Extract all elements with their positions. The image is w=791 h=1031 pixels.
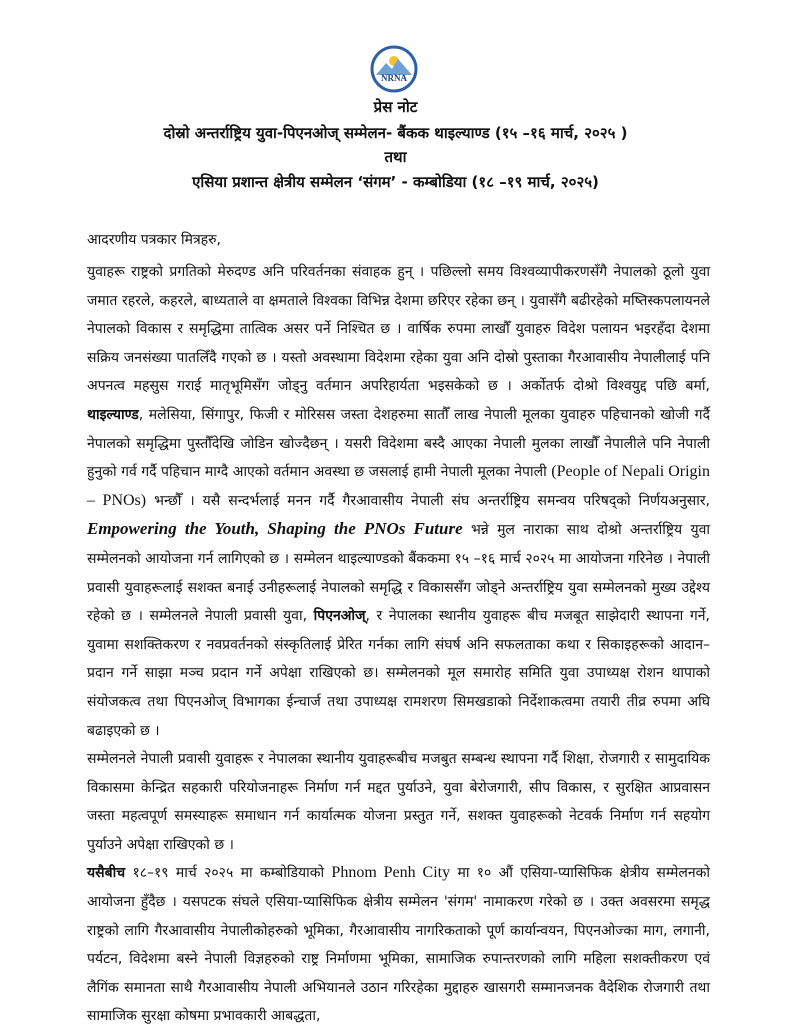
- title-youth-conference: दोस्रो अन्तर्राष्ट्रिय युवा-पिएनओज् सम्मेलन- बैंकक थाइल्याण्ड (१५ –१६ मार्च, २०२५ ): [163, 124, 628, 142]
- conference-slogan: Empowering the Youth, Shaping the PNOs Future: [87, 519, 463, 539]
- paragraph-2: सम्मेलनले नेपाली प्रवासी युवाहरू र नेपालका स्थानीय युवाहरूबीच मजबुत सम्बन्ध स्थापना गर्दै शिक्षा, रोजगारी र सामुदायिक विकासमा केन्द्रित सहकारी परियोजनाहरू निर्माण गर्न मद्दत पुर्याउने, युवा बेरोजगारी, सीप विकास, र सुरक्षित आप्रवासन जस्ता महत्वपूर्ण समस्याहरू समाधान गर्न कार्यात्मक योजना प्रस्तुत गर्ने, सशक्त युवाहरूको नेटवर्क निर्माण गर्न सहयोग पुर्याउने अपेक्षा राखिएको छ ।: [87, 751, 710, 853]
- thailand-bold: थाइल्याण्ड: [87, 406, 139, 423]
- p1-text-a: युवाहरू राष्ट्रको प्रगतिको मेरुदण्ड अनि परिवर्तनका संवाहक हुन् । पछिल्लो समय विश्वव्यापीकरणसँगै नेपालको ठूलो युवा जमात रहरले, कहरले, बाध्यताले वा क्षमताले विश्वका विभिन्न देशमा छरिएर रहेका छन् । युवासँगै बढीरहेको मष्तिस्कपलायनले नेपालको विकास र समृद्धिमा तात्विक असर पर्ने निश्चित छ । वार्षिक रुपमा लाखौँ युवाहरु विदेश पलायन भइरहँदा देशमा सक्रिय जनसंख्या पातलिँदै गएको छ । यस्तो अवस्थामा विदेशमा रहेका युवा अनि दोस्रो पुस्ताका गैरआवासीय नेपालीलाई पनि अपनत्व महसुस गराई मातृभूमिसँग जोड्नु वर्तमान अपरिहार्यता भइसकेको छ । अर्कोतर्फ दोश्रो विश्वयुद्द पछि बर्मा,: [87, 264, 710, 395]
- p1-text-e: , र नेपालका स्थानीय युवाहरू बीच मजबूत साझेदारी स्थापना गर्ने, युवामा सशक्तिकरण र नवप्रवर्तनको संस्कृतिलाई प्रेरित गर्नका लागि संघर्ष अनि सफलताका कथा र सिकाइहरूको आदान–प्रदान गर्ने साझा मञ्च प्रदान गर्ने अपेक्षा राखिएको छ। सम्मेलनको मूल समारोह समिति युवा उपाध्यक्ष रोशन थापाको संयोजकत्व तथा पिएनओज् विभागका ईन्चार्ज तथा उपाध्यक्ष रामशरण सिमखडाको निर्देशाकत्वमा तयारी तीव्र रुपमा अघि बढाइएको छ ।: [87, 608, 711, 739]
- press-note-heading: प्रेस नोट: [373, 98, 418, 116]
- p3-text-a: १८–१९ मार्च २०२५ मा कम्बोडियाको: [125, 865, 332, 882]
- salutation: आदरणीय पत्रकार मित्रहरु,: [87, 232, 222, 248]
- p1-text-b: , मलेसिया, सिंगापुर, फिजी र मोरिसस जस्ता देशहरुमा सातौँ लाख नेपाली मूलका युवाहरु पहिचानको खोजी गर्दै नेपालको समृद्धिमा पुस्तौँदेखि जोडिन खोज्दैछन् । यसरी विदेशमा बस्दै आएका नेपाली मुलका लाखौँ नेपालीले पनि नेपाली हुनुको गर्व गर्दै पहिचान माग्दै आएको वर्तमान अवस्था छ जसलाई हामी नेपाली मूलका नेपाली: [87, 406, 710, 481]
- title-asia-pacific-conference: एसिया प्रशान्त क्षेत्रीय सम्मेलन ‘संगम’ - कम्बोडिया (१८ –१९ मार्च, २०२५): [192, 173, 599, 191]
- p3-text-b: मा १० औं एसिया-प्यासिफिक क्षेत्रीय सम्मेलनको आयोजना हुँदैछ । यसपटक संघले एसिया-प्यासिफिक क्षेत्रीय सम्मेलन 'संगम' नामाकरण गरेको छ । उक्त अवसरमा समृद्ध राष्ट्रको लागि गैरआवासीय नेपालीकोहरुको भूमिका, गैरआवासीय नागरिकताको पूर्ण कार्यान्वयन, पिएनओज्का माग, लगानी, पर्यटन, विदेशमा बस्ने नेपाली विज्ञहरुको राष्ट्र निर्माणमा भूमिका, सामाजिक रुपान्तरणको लागि महिला सशक्तीकरण एवं लैगिंक समानता साथै गैरआवासीय नेपाली अभियानले उठान गरिरहेका मुद्दाहरु खासगरी सम्मानजनक वैदेशिक रोजगारी तथा सामाजिक सुरक्षा कोषमा प्रभावकारी आबद्धता,: [87, 865, 711, 1025]
- title-conjunction: तथा: [384, 148, 407, 166]
- meanwhile-bold: यसैबीच: [87, 865, 126, 882]
- pnos-definition: (People of Nepali Origin – PNOs): [87, 463, 710, 509]
- p1-text-c: भन्छौँ । यसै सन्दर्भलाई मनन गर्दै गैरआवासीय नेपाली संघ अन्तर्राष्ट्रिय समन्वय परिषद्को निर्णयअनुसार,: [146, 492, 710, 509]
- body-text: [87, 258, 710, 1031]
- paragraph-1: [87, 258, 710, 745]
- p1-text-d: भन्ने मुल नाराका साथ दोश्रो अन्तर्राष्ट्रिय युवा सम्मेलनको आयोजना गर्न लागिएको छ । सम्मेलन थाइल्याण्डको बैंककमा १५ –१६ मार्च २०२५ मा आयोजना गरिनेछ । नेपाली प्रवासी युवाहरूलाई सशक्त बनाई उनीहरूलाई नेपालको समृद्धि र विकाससँग जोड्ने अन्तर्राष्ट्रिय युवा सम्मेलनको मुख्य उद्देश्य रहेको छ । सम्मेलनले नेपाली प्रवासी युवा,: [87, 522, 710, 625]
- pnos-bold: पिएनओज्: [313, 608, 366, 625]
- paragraph-3: [87, 859, 710, 1031]
- svg-text:NRNA: NRNA: [381, 73, 407, 83]
- nrna-logo: [370, 45, 418, 93]
- phnom-penh-city: Phnom Penh City: [331, 864, 451, 882]
